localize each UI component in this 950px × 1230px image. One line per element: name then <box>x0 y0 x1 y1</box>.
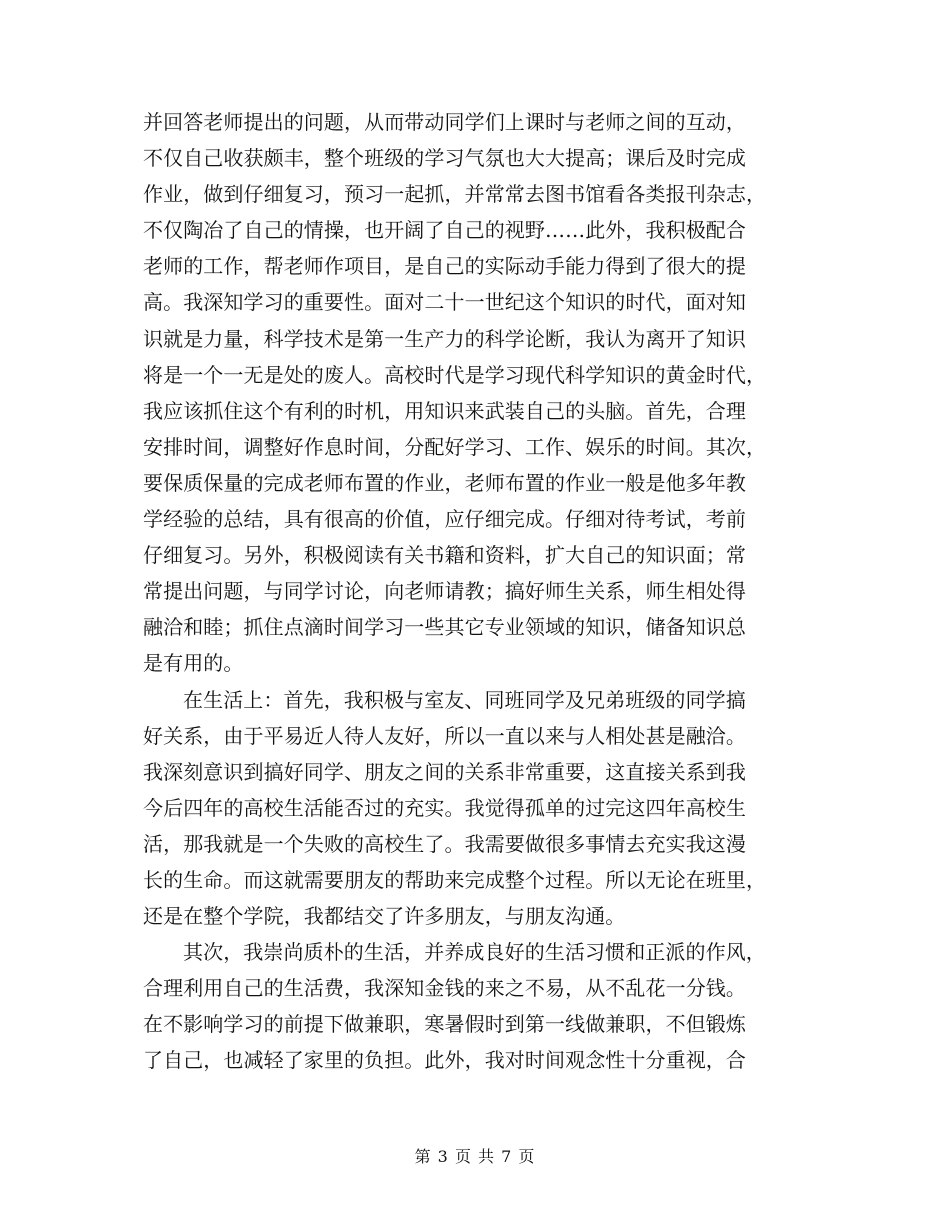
text-line: 将是一个一无是处的废人。高校时代是学习现代科学知识的黄金时代， <box>143 362 767 387</box>
text-line: 我深刻意识到搞好同学、朋友之间的关系非常重要，这直接关系到我 <box>143 759 746 784</box>
text-line: 今后四年的高校生活能否过的充实。我觉得孤单的过完这四年高校生 <box>143 795 746 820</box>
text-line: 活，那我就是一个失败的高校生了。我需要做很多事情去充实我这漫 <box>143 831 746 856</box>
text-line: 我应该抓住这个有利的时机，用知识来武装自己的头脑。首先，合理 <box>143 398 746 423</box>
text-line: 老师的工作，帮老师作项目，是自己的实际动手能力得到了很大的提 <box>143 254 746 279</box>
text-line: 了自己，也减轻了家里的负担。此外，我对时间观念性十分重视，合 <box>143 1048 746 1073</box>
text-line: 好关系，由于平易近人待人友好，所以一直以来与人相处甚是融洽。 <box>143 723 746 748</box>
text-line: 常提出问题，与同学讨论，向老师请教；搞好师生关系，师生相处得 <box>143 579 746 604</box>
text-line: 安排时间，调整好作息时间，分配好学习、工作、娱乐的时间。其次， <box>143 434 767 459</box>
text-line: 要保质保量的完成老师布置的作业，老师布置的作业一般是他多年教 <box>143 470 746 495</box>
text-line: 仔细复习。另外，积极阅读有关书籍和资料，扩大自己的知识面；常 <box>143 543 746 568</box>
text-line: 识就是力量，科学技术是第一生产力的科学论断，我认为离开了知识 <box>143 326 746 351</box>
paragraph-first-line: 其次，我崇尚质朴的生活，并养成良好的生活习惯和正派的作风， <box>183 940 766 965</box>
text-line: 是有用的。 <box>143 651 244 676</box>
text-line: 作业，做到仔细复习，预习一起抓，并常常去图书馆看各类报刊杂志， <box>143 182 767 207</box>
paragraph-first-line: 在生活上：首先，我积极与室友、同班同学及兄弟班级的同学搞 <box>183 687 746 712</box>
text-line: 学经验的总结，具有很高的价值，应仔细完成。仔细对待考试，考前 <box>143 507 746 532</box>
text-line: 融洽和睦；抓住点滴时间学习一些其它专业领域的知识，储备知识总 <box>143 615 746 640</box>
text-line: 长的生命。而这就需要朋友的帮助来完成整个过程。所以无论在班里， <box>143 867 767 892</box>
page-footer: 第 3 页 共 7 页 <box>414 1147 536 1166</box>
text-line: 高。我深知学习的重要性。面对二十一世纪这个知识的时代，面对知 <box>143 290 746 315</box>
document-body <box>143 104 807 1079</box>
text-line: 还是在整个学院，我都结交了许多朋友，与朋友沟通。 <box>143 904 626 929</box>
text-line: 合理利用自己的生活费，我深知金钱的来之不易，从不乱花一分钱。 <box>143 976 746 1001</box>
text-line: 在不影响学习的前提下做兼职，寒暑假时到第一线做兼职，不但锻炼 <box>143 1012 746 1037</box>
text-line: 不仅陶冶了自己的情操，也开阔了自己的视野……此外，我积极配合 <box>143 218 746 243</box>
text-line: 并回答老师提出的问题，从而带动同学们上课时与老师之间的互动， <box>143 110 746 134</box>
text-line: 不仅自己收获颇丰，整个班级的学习气氛也大大提高；课后及时完成 <box>143 146 746 171</box>
